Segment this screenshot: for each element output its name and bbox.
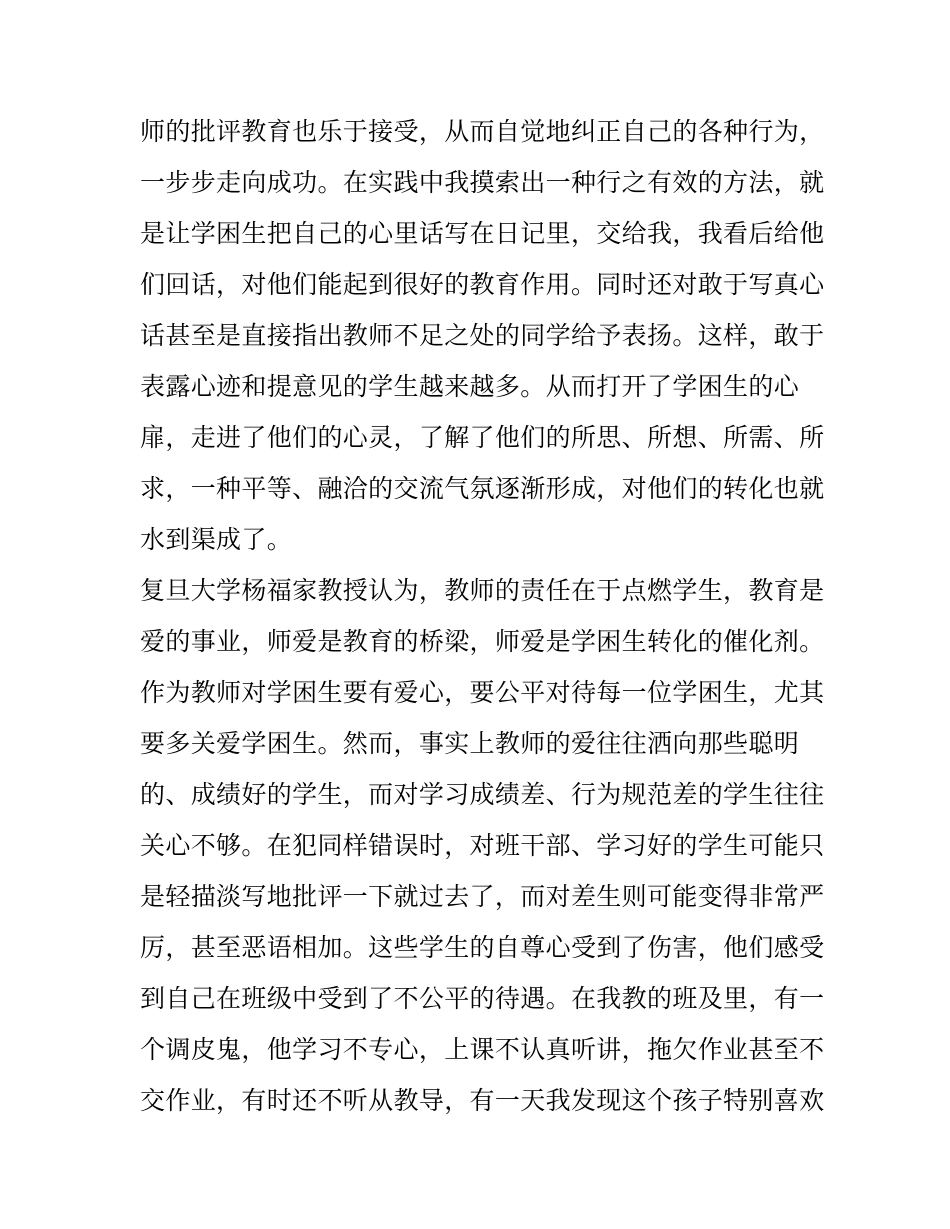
text-line-3: 是让学困生把自己的心里话写在日记里，交给我，我看后给他 bbox=[140, 219, 825, 248]
text-line-15: 关心不够。在犯同样错误时，对班干部、学习好的学生可能只 bbox=[140, 831, 825, 860]
text-line-13: 要多关爱学困生。然而，事实上教师的爱往往洒向那些聪明 bbox=[140, 729, 800, 758]
text-line-17: 厉，甚至恶语相加。这些学生的自尊心受到了伤害，他们感受 bbox=[140, 933, 825, 962]
text-line-2: 一步步走向成功。在实践中我摸索出一种行之有效的方法，就 bbox=[140, 168, 825, 197]
text-line-1: 师的批评教育也乐于接受，从而自觉地纠正自己的各种行为， bbox=[140, 117, 825, 146]
text-line-9: 水到渠成了。 bbox=[140, 525, 293, 554]
text-line-5: 话甚至是直接指出教师不足之处的同学给予表扬。这样，敢于 bbox=[140, 321, 825, 350]
body-text bbox=[140, 106, 825, 1126]
text-line-11: 爱的事业，师爱是教育的桥梁，师爱是学困生转化的催化剂。 bbox=[140, 627, 825, 656]
text-line-16: 是轻描淡写地批评一下就过去了，而对差生则可能变得非常严 bbox=[140, 882, 825, 911]
text-line-4: 们回话，对他们能起到很好的教育作用。同时还对敢于写真心 bbox=[140, 270, 825, 299]
text-line-18: 到自己在班级中受到了不公平的待遇。在我教的班及里，有一 bbox=[140, 984, 825, 1013]
text-line-12: 作为教师对学困生要有爱心，要公平对待每一位学困生，尤其 bbox=[140, 678, 825, 707]
text-line-19: 个调皮鬼，他学习不专心，上课不认真听讲，拖欠作业甚至不 bbox=[140, 1035, 825, 1064]
text-line-14: 的、成绩好的学生，而对学习成绩差、行为规范差的学生往往 bbox=[140, 780, 825, 809]
text-line-8: 求，一种平等、融洽的交流气氛逐渐形成，对他们的转化也就 bbox=[140, 474, 825, 503]
text-line-7: 扉，走进了他们的心灵，了解了他们的所思、所想、所需、所 bbox=[140, 423, 825, 452]
text-line-6: 表露心迹和提意见的学生越来越多。从而打开了学困生的心 bbox=[140, 372, 800, 401]
text-line-10: 复旦大学杨福家教授认为，教师的责任在于点燃学生，教育是 bbox=[140, 576, 825, 605]
text-line-20: 交作业，有时还不听从教导，有一天我发现这个孩子特别喜欢 bbox=[140, 1086, 825, 1115]
